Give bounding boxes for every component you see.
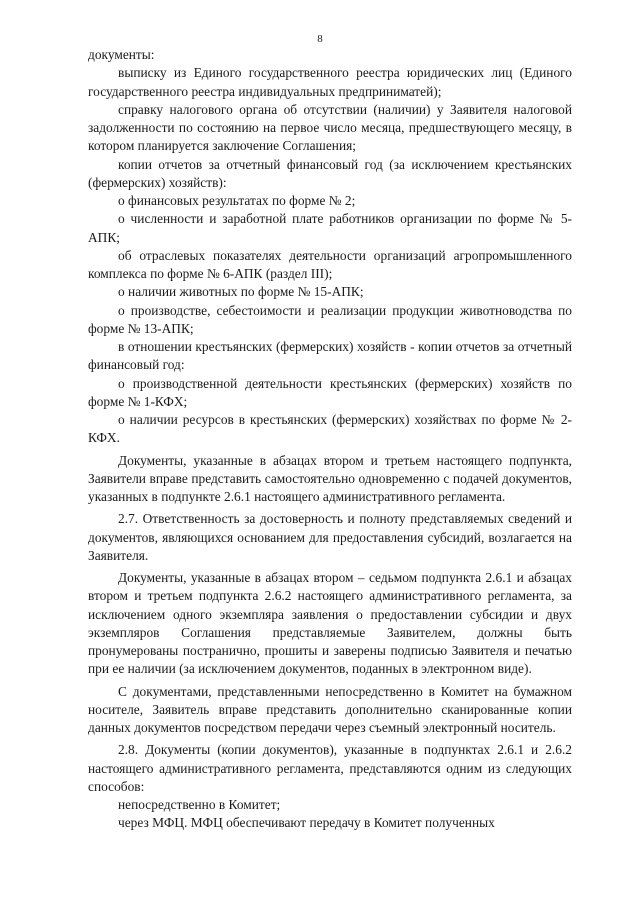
paragraph-form-6-apk: об отраслевых показателях деятельности организаций агропромышленного комплекса по форме № 6-АПК (раздел III); xyxy=(88,247,572,281)
page-number: 8 xyxy=(317,33,323,45)
paragraph-documents-lead: документы: xyxy=(88,47,155,62)
paragraph-form-2: о финансовых результатах по форме № 2; xyxy=(118,193,356,208)
paragraph-farm-reports: в отношении крестьянских (фермерских) хозяйств - копии отчетов за отчетный финансовый год: xyxy=(88,339,572,373)
paragraph-via-mfc: через МФЦ. МФЦ обеспечивают передачу в Комитет полученных xyxy=(118,815,495,831)
paragraph-numbering-requirements: Документы, указанные в абзацах втором – седьмом подпункта 2.6.1 и абзацах втором и третьем подпункта 2.6.2 настоящего административного регламента, за исключением одного экземпляра заявления о предоставлении субсидии и двух экземпляров Соглашения представляемые Заявителем, должны быть пронумерованы постранично, прошиты и заверены подписью Заявителя и печатью при ее наличии (за исключением документов, поданных в электронном виде). xyxy=(88,570,572,677)
paragraph-self-submission: Документы, указанные в абзацах втором и третьем настоящего подпункта, Заявители вправе представить самостоятельно одновременно с подачей документов, указанных в подпункте 2.6.1 настоящего административного регламента. xyxy=(88,452,572,504)
paragraph-form-1-kfh: о производственной деятельности крестьянских (фермерских) хозяйств по форме № 1-КФХ; xyxy=(88,375,572,409)
paragraph-form-5-apk: о численности и заработной плате работников организации по форме № 5-АПК; xyxy=(88,211,572,245)
paragraph-section-2-8: 2.8. Документы (копии документов), указанные в подпунктах 2.6.1 и 2.6.2 настоящего административного регламента, представляются одним из следующих способов: xyxy=(88,742,572,794)
paragraph-form-2-kfh: о наличии ресурсов в крестьянских (фермерских) хозяйствах по форме № 2-КФХ. xyxy=(88,412,572,446)
paragraph-tax-certificate: справку налогового органа об отсутствии (наличии) у Заявителя налоговой задолженности по состоянию на первое число месяца, предшествующего месяцу, в котором планируется заключение Соглашения; xyxy=(88,101,572,154)
paragraph-form-15-apk: о наличии животных по форме № 15-АПК; xyxy=(118,284,364,300)
paragraph-report-copies: копии отчетов за отчетный финансовый год (за исключением крестьянских (фермерских) хозяйств): xyxy=(88,156,572,190)
paragraph-egrul-extract: выписку из Единого государственного реестра юридических лиц (Единого государственного реестра индивидуальных предприниматей); xyxy=(88,65,572,99)
paragraph-form-13-apk: о производстве, себестоимости и реализации продукции животноводства по форме № 13-АПК; xyxy=(88,302,572,336)
paragraph-section-2-7: 2.7. Ответственность за достоверность и полноту представляемых сведений и документов, являющихся основанием для предоставления субсидий, возлагается на Заявителя. xyxy=(88,511,572,563)
paragraph-direct-to-committee: непосредственно в Комитет; xyxy=(118,797,281,812)
paragraph-scanned-copies: С документами, представленными непосредственно в Комитет на бумажном носителе, Заявитель вправе представить дополнительно сканированные копии данных документов посредством передачи через съемный электронный носитель. xyxy=(88,683,572,735)
document-body xyxy=(88,46,572,833)
